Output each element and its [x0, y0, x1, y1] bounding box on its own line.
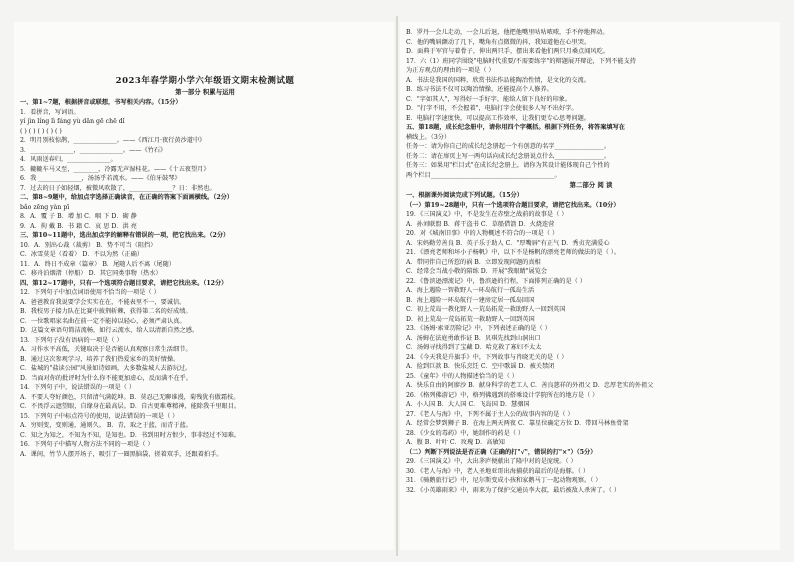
exam-line: bǎo zēng yàn pī — [20, 203, 70, 211]
exam-line: C．经常会当战小敬的陪练 D．开展"我眼睛"展览会 — [406, 268, 548, 275]
exam-line: D．这篇文章语句简洁流畅，如行云流水，给人以清新自然之感。 — [20, 327, 199, 334]
exam-line: A．穷则变，变则通，通则久。 B．青，取之于蓝，而青于蓝。 — [20, 422, 192, 429]
exam-line: 16．下列句子中描写人物方法不同的一项是（ ） — [20, 441, 154, 448]
exam-line: 2．明月别枝惊鹊，______________。——《西江月·夜行黄沙道中》 — [20, 137, 206, 144]
exam-line: C．不畏浮云遮望眼，自缘身在最高层。D．自古更难尊精神，能除我千里眼目。 — [20, 403, 241, 410]
exam-line: A．腹 B．叶叶 C．玫瑰 D．高敏知 — [406, 439, 505, 446]
exam-line: A．汤姆在法庭勇敢作证 B．贝琪先找到山洞出口 — [406, 334, 541, 342]
left-page-content — [20, 28, 390, 546]
exam-line: 7．过去的日子如轻烟，被微风吹散了，______________？日：非然也。 — [20, 184, 216, 192]
exam-line: （二）判断下列说法是否正确（正确的打"√"，错误的打"×"）（5分） — [406, 448, 597, 456]
exam-line: 29．《三国演义》中，大出茅庐便献出了隆中对的是庞统。（ ） — [406, 458, 577, 465]
exam-line: D．当面对你的批评时为什么你不能更加虚心，反而满不在乎。 — [20, 374, 193, 382]
exam-line: B．通过这次参观学习，培养了我们热爱家乡的美好情操。 — [20, 355, 180, 363]
exam-line: D．"打字不用，不会握着"，电脑打字会使很多人写不出好字。 — [406, 105, 578, 112]
exam-line: D．初上荒岛一荒岛拓荒一救助野人一回到英国 — [406, 315, 535, 323]
page-fold — [396, 16, 398, 556]
exam-line: 8．A．覆 子 B．增 加 C．咽 下 D．砌 静 — [20, 213, 137, 220]
part-two-title: 第二部分 阅 读 — [569, 181, 613, 189]
right-page-content — [406, 28, 776, 546]
exam-line: 任务一：请为你自己的成长纪念册起一个有创意的名字________________。 — [406, 143, 611, 150]
exam-line: C．一位歌唱家名曲在前一定不能掉以轻心，必须严肃认真。 — [20, 317, 186, 325]
exam-line: A．小人国 B．大人国 C．飞岛国 D．慧骃国 — [406, 401, 530, 408]
exam-line: D．面典于军官与着骨子，伸出两只手，摆出来看他们两只月桑点闻风吃。 — [406, 48, 609, 55]
exam-line: B．罗丹一会儿走动，一会儿后退，他把他嘴里咕咕哝哝，手不停地挥动。 — [406, 29, 609, 36]
exam-line: 任务二：请在扉页上写一两句话向成长纪念册说点什么________________。 — [406, 152, 611, 160]
exam-line: 五、第18题，成长纪念册中，请你用四个字概括。根据下列任务，将答案填写在 — [406, 124, 625, 131]
exam-line: A．孙刘联盟 B．蒋干盗书 C．草船借箭 D．火烧连营 — [406, 220, 555, 228]
left-page — [14, 22, 394, 550]
exam-line: 14．下列句子中，说法错误的一项是（ ） — [20, 384, 136, 391]
exam-line: 21．《漂亮老师和坏小子杨帆》中，以下不是杨帆的漂亮老师的做法的是（ ）。 — [406, 249, 621, 256]
exam-line: 32．《小英雄雨来》中，雨来为了保护交通员李大叔，最后被敌人杀害了。（ ） — [406, 486, 621, 494]
exam-line: 12．下列句子中加点词语使用不恰当的一项是（ ） — [20, 289, 160, 296]
exam-line: 23．《汤姆·索亚历险记》中，下列表述正确的是（ ） — [406, 325, 551, 332]
exam-line: 22．《鲁滨逊漂流记》中，鲁滨逊的行程，下面排列正确的是（ ） — [406, 277, 586, 285]
exam-line: A．捡到巨款 B．快乐烹饪 C．空中歌谣 D．被关禁闭 — [406, 363, 555, 370]
exam-line: 10．A．别出心裁（裁剪） B．势不可当（阻挡） — [20, 241, 157, 249]
exam-line: C．他的嘴唇颤动了几下，嘴角有点微微的抖，我知道他在心里哭。 — [406, 38, 591, 46]
exam-line: ( ) ( ) ( ) ( ) ( ) — [20, 127, 62, 135]
right-page — [400, 22, 780, 550]
exam-line: 3．______________，______________。——《竹石》 — [20, 146, 167, 154]
exam-line: 一、根据课外阅读完成下列试题。（15分） — [406, 192, 523, 199]
exam-line: 11．A．终日不成章（篇章） B．尾随人后不离（尾随） — [20, 260, 175, 268]
exam-line: 13．下列句子没有语病的一项是（ ） — [20, 336, 123, 344]
exam-line: C．冰雪莫是（看着） D．不以为然（正确） — [20, 251, 144, 258]
exam-line: A．课间，竹节人摆开场子，吸引了一圈黑脑袋，搓着双手，还跟着拍手。 — [20, 450, 223, 458]
exam-line: 25．《童年》中的人物描述恰当的是（ ） — [406, 372, 518, 380]
exam-line: 31．《骑鹅旅行记》中，尼尔斯变成小孩和家鹅马丁一起动物观察。（ ） — [406, 477, 602, 484]
exam-line: E．电脑打字速度快，可以提高工作效率，让我们更专心思考问题。 — [406, 114, 590, 122]
exam-line: A．经常会梦到狮子 B．在海上两天两夜 C．靠星位确定方位 D．带回马林鱼骨架 — [406, 420, 629, 427]
exam-line: B．海上遇险一环岛航行一建房定居一孤岛回国 — [406, 296, 535, 304]
exam-line: 两个栏目________________________________________。 — [406, 171, 561, 179]
exam-line: C．盐城的"盐读公园"风景如诗如画，大多数盐城人去游玩过。 — [20, 365, 192, 372]
exam-line: yí jìn líng lì fáng yù dān gē chē dǐ — [20, 118, 125, 125]
exam-line: A．快乐自由的阿廖沙 B．献身科学的老工人 C．善良慈祥的外祖父 D．忠厚老实的外祖父 — [406, 382, 654, 389]
exam-line: 24．《今天我是升旗手》中，下列故事与肖晓无关的是（ ） — [406, 353, 568, 361]
exam-line: A．海上遇险一智救野人一环岛航行一孤岛生活 — [406, 287, 535, 294]
exam-line: 15．下列句子中标点符号的使用，说法错误的一项是（ ） — [20, 412, 179, 420]
exam-title: 2023年春学期小学六年级语文期末检测试题 — [115, 76, 295, 86]
exam-line: A．爸爸教育我说要学会实实在在，不能表里不一，要诚信。 — [20, 298, 186, 306]
exam-line: 二、第8~9题中，给加点字选择正确读音，在正确的答案下面画横线。（2分） — [20, 194, 233, 201]
exam-line: 30．《老人与海》中，老人圣地亚哥出海捕获的最后的是海豚。（ ） — [406, 467, 590, 475]
exam-line: 一、第1~7题，根据拼音或联想，书写相关内容。（15分） — [20, 99, 182, 106]
exam-line: 四、第12~17题中，只有一个选项符合题目要求，请把它找出来。（12分） — [20, 279, 228, 287]
exam-line: C．"字如其人"，写得好一手好字，能给人留下良好的印象。 — [406, 95, 572, 103]
exam-line: B．练习书法不仅可以陶冶情操，还能提高个人修养。 — [406, 86, 553, 93]
exam-line: A．书法是我国的国粹，欣赏书法作品能陶冶性情，是文化的交流。 — [406, 76, 590, 84]
exam-line: 20．对《城南旧事》中的人物概述不符合的一项是（ ） — [406, 230, 559, 237]
exam-line: 26．《格列佛游记》中，格列佛遇到的搭乘设计学院所在的地方是（ ） — [406, 391, 599, 399]
exam-line: 19．《三国演义》中，不是发生在赤壁之战前的故事是（ ） — [406, 211, 568, 218]
exam-line: 为正方观点的理由的一项是（ ） — [406, 67, 495, 74]
exam-line: 28．《少女的毒药》中，她制作的药是（ ） — [406, 429, 525, 437]
exam-line: C．知之为知之，不知为不知，是知也。D．书到用时方恨少，事非经过不知难。 — [20, 431, 241, 439]
exam-line: 4．风雨送春归，______________。 — [20, 156, 117, 163]
exam-line: 6．我 ______________，汤汤乎若流水。——《伯牙鼓琴》 — [20, 175, 181, 182]
exam-line: 三、第10~11题中，选出加点字的解释有错误的一项，把它找出来。（2分） — [20, 232, 230, 239]
exam-line: 横线上。（3分） — [406, 133, 451, 141]
exam-line: 5．辘辘车马又至，________，冷露无声湿桂花。——《十五夜望月》 — [20, 165, 210, 173]
exam-line: 27．《老人与海》中，下列不属于主人公的故事内容的是（ ） — [406, 410, 574, 418]
exam-line: 任务三：如果用"栏目式"在成长纪念册上，请你为其设计能体现自己个性的 — [406, 162, 610, 169]
exam-line: A．宋妈勤劳善良 B．英子乐于助人 C．"厚嘴唇"有正气 D．秀贞充满爱心 — [406, 239, 610, 247]
exam-line: 9．A．拘 戴 B．书 籍 C．哀 思 D．洪 亮 — [20, 222, 137, 230]
part-one-title: 第一部分 积累与运用 — [175, 88, 235, 96]
exam-line: 1．看拼音，写词语。 — [20, 108, 80, 116]
exam-line: （一）第19~28题中，只有一个选项符合题目要求，请把它找出来。（10分） — [406, 201, 620, 209]
exam-line: C．汤姆寻找得到了宝藏 D．哈克救了寡妇不太太 — [406, 344, 542, 351]
exam-line: C．初上荒岛一教化野人一荒岛拓荒一救助野人一回到英国 — [406, 306, 566, 313]
exam-line: C．移舟泊烟渚（停船） D．其它同类事物（热水） — [20, 270, 162, 277]
exam-line: A．不要人夸好颜色，只留清气满乾坤。B．莫忍己无聊谁漫，菊残犹有傲霜枝。 — [20, 393, 240, 401]
exam-line: 17．六（1）班同学围绕"电脑时代重要/不需要练字"的辩题展开辩论，下列不能支持 — [406, 57, 636, 65]
exam-line: A．习作水平高低，关键取决于是否能认真观察日常生活细节。 — [20, 346, 192, 353]
exam-line: A．带同伴自己所惹的祸 B．立即发现问题的真相 — [406, 258, 541, 266]
exam-line: B．我校男子接力队在比赛中披荆斩棘，获得第二名的好成绩。 — [20, 308, 192, 315]
